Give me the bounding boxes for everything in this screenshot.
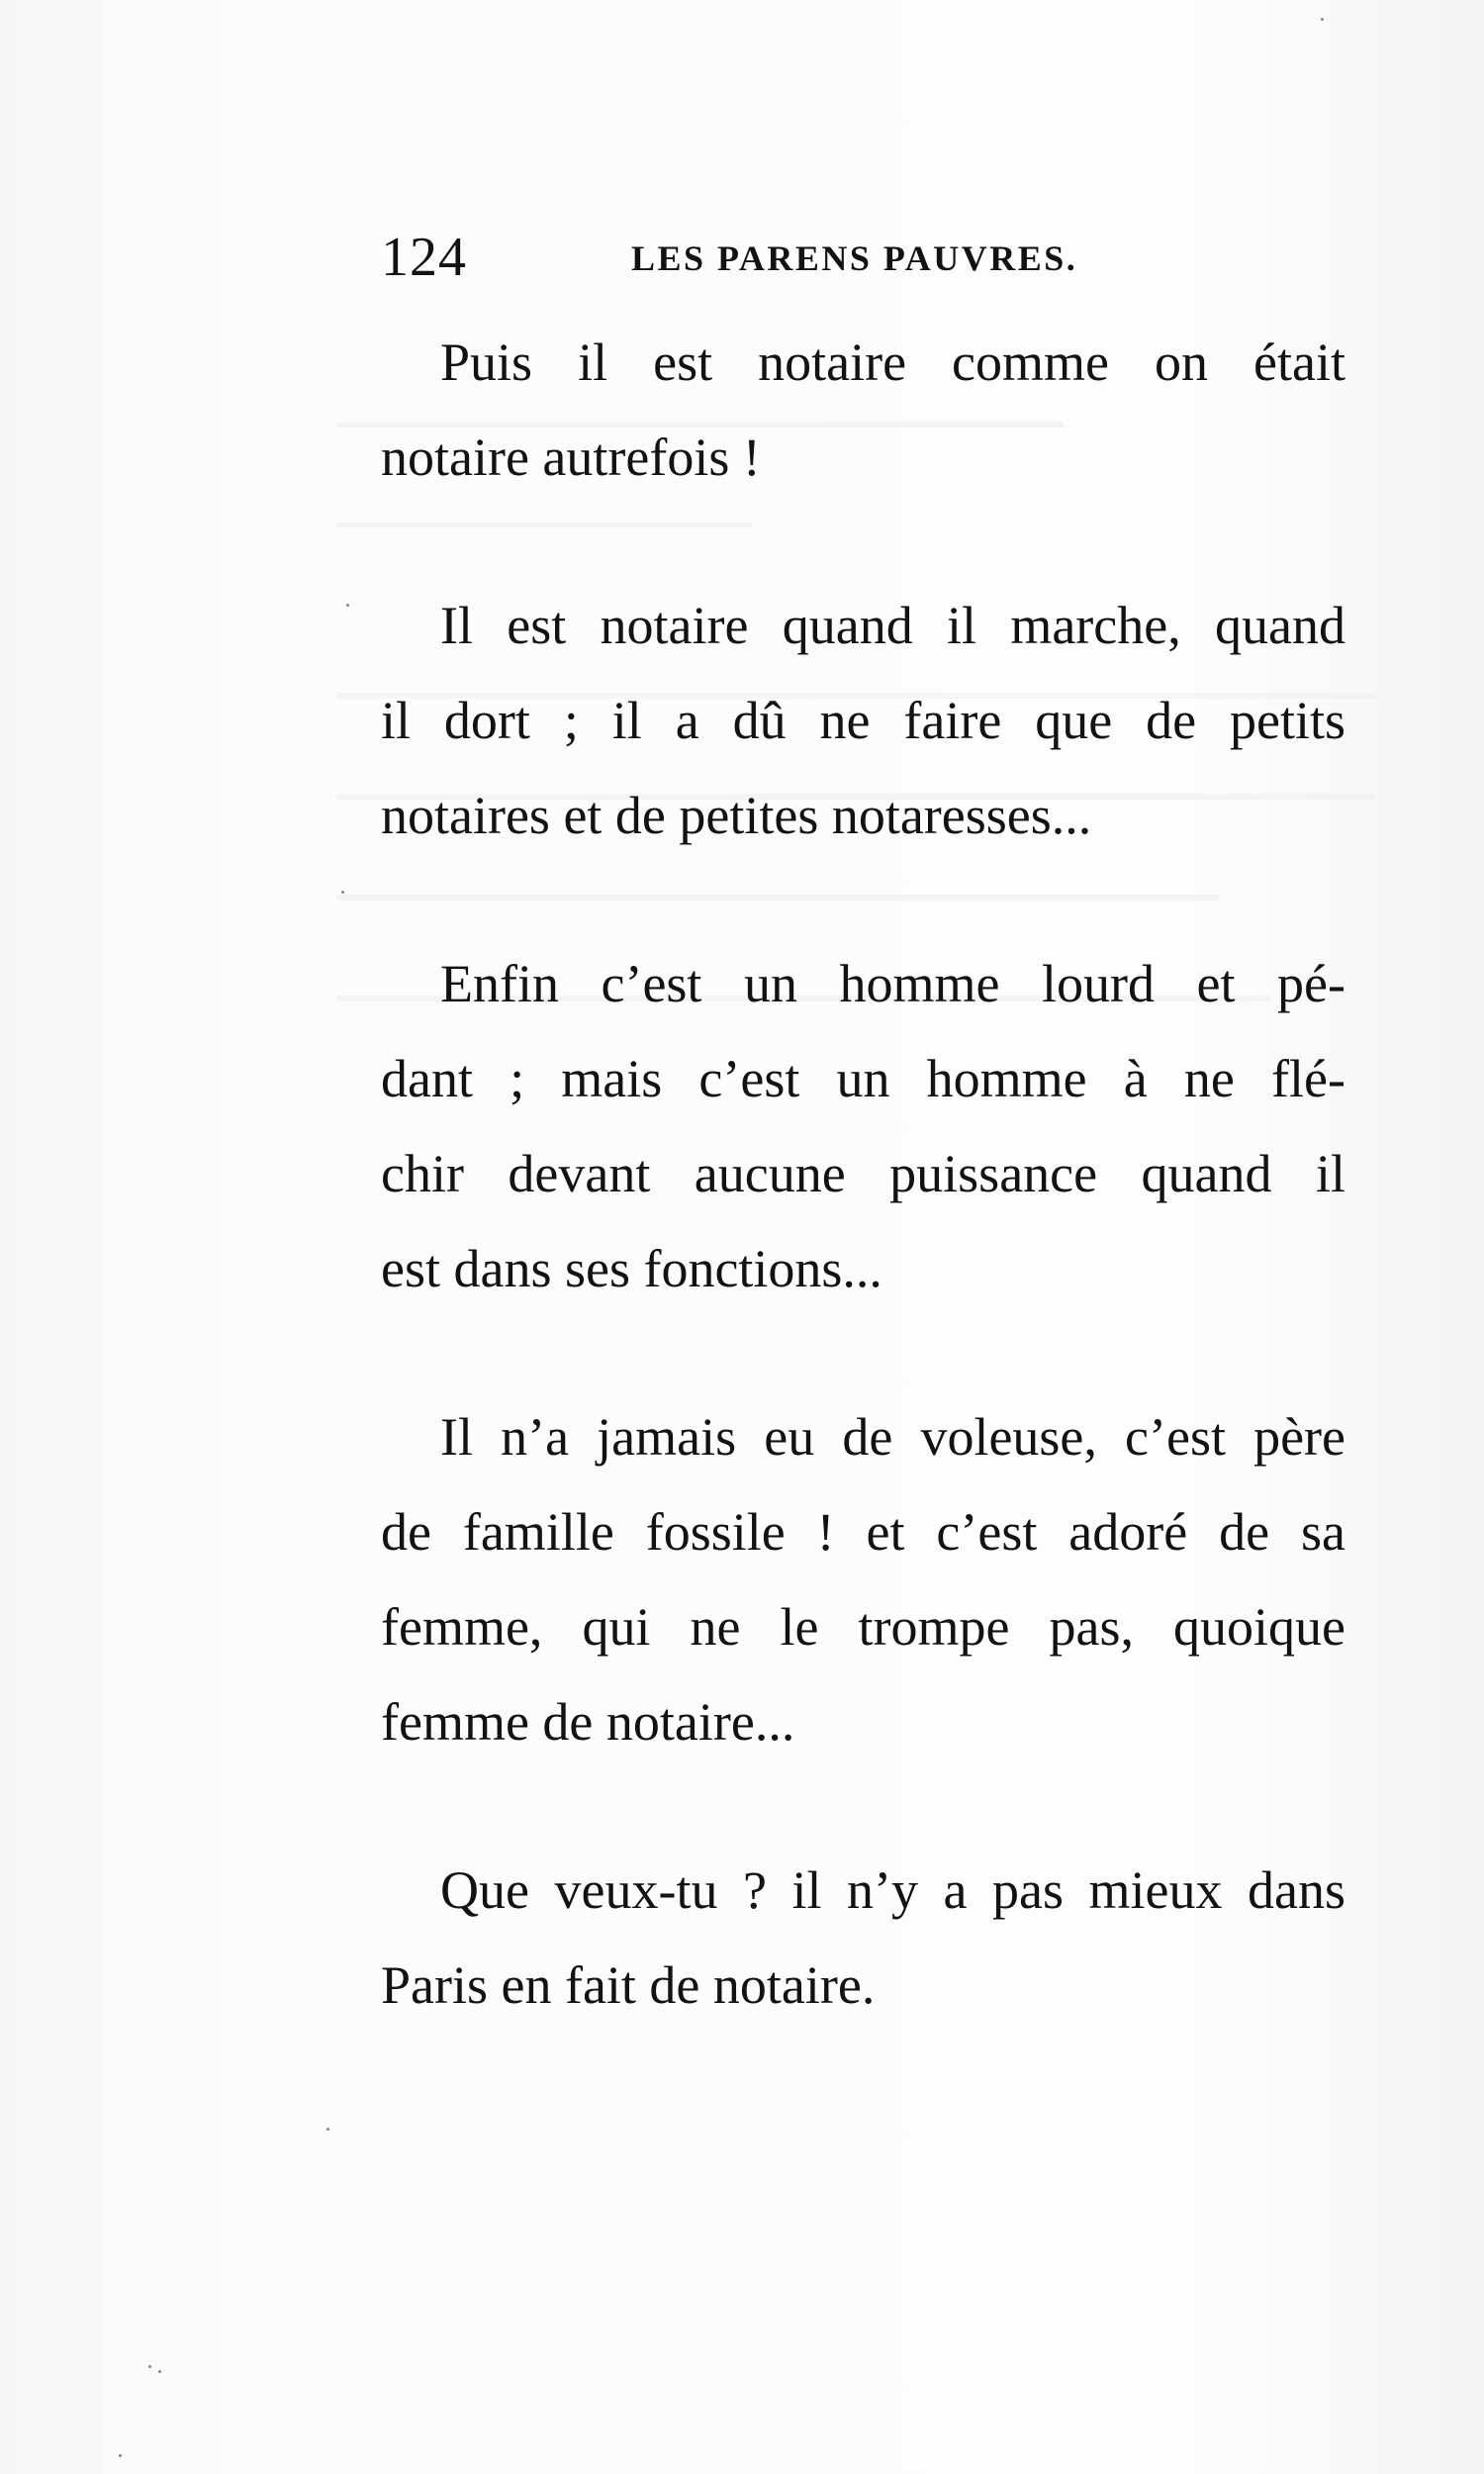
text-line: Enfin c’est un homme lourd et pé- — [440, 954, 1345, 1013]
paragraph-1 — [381, 315, 1345, 505]
text-line: Il n’a jamais eu de voleuse, c’est père — [440, 1407, 1345, 1467]
ink-speck — [119, 2454, 122, 2457]
paragraph-4 — [381, 1389, 1345, 1769]
paragraph-3 — [381, 936, 1345, 1316]
paragraph-5 — [381, 1843, 1345, 2033]
text-line: Que veux-tu ? il n’y a pas mieux dans — [440, 1860, 1345, 1920]
text-line: il dort ; il a dû ne faire que de petits — [381, 691, 1345, 750]
ink-speck — [158, 2370, 161, 2373]
ink-speck — [148, 2365, 151, 2368]
text-line: de famille fossile ! et c’est adoré de sa — [381, 1502, 1345, 1562]
paragraph-2 — [381, 578, 1345, 863]
page-number: 124 — [381, 227, 467, 288]
text-line: Puis il est notaire comme on était — [440, 333, 1345, 392]
text-line: chir devant aucune puissance quand il — [381, 1144, 1345, 1203]
ink-speck — [1321, 18, 1324, 21]
text-line: dant ; mais c’est un homme à ne flé- — [381, 1049, 1345, 1108]
text-line: femme, qui ne le trompe pas, quoique — [381, 1597, 1345, 1657]
ink-speck — [346, 604, 349, 607]
ink-speck — [326, 2128, 329, 2131]
running-head: LES PARENS PAUVRES. — [631, 238, 1078, 278]
ink-speck — [341, 891, 344, 894]
text-line: est dans ses fonctions... — [381, 1239, 882, 1298]
text-line: notaire autrefois ! — [381, 428, 761, 487]
body-text — [381, 315, 1345, 2033]
text-line: Paris en fait de notaire. — [381, 1955, 876, 2015]
text-line: femme de notaire... — [381, 1692, 795, 1752]
text-line: notaires et de petites notaresses... — [381, 786, 1092, 845]
page-header — [381, 220, 1370, 289]
text-line: Il est notaire quand il marche, quand — [440, 596, 1345, 655]
